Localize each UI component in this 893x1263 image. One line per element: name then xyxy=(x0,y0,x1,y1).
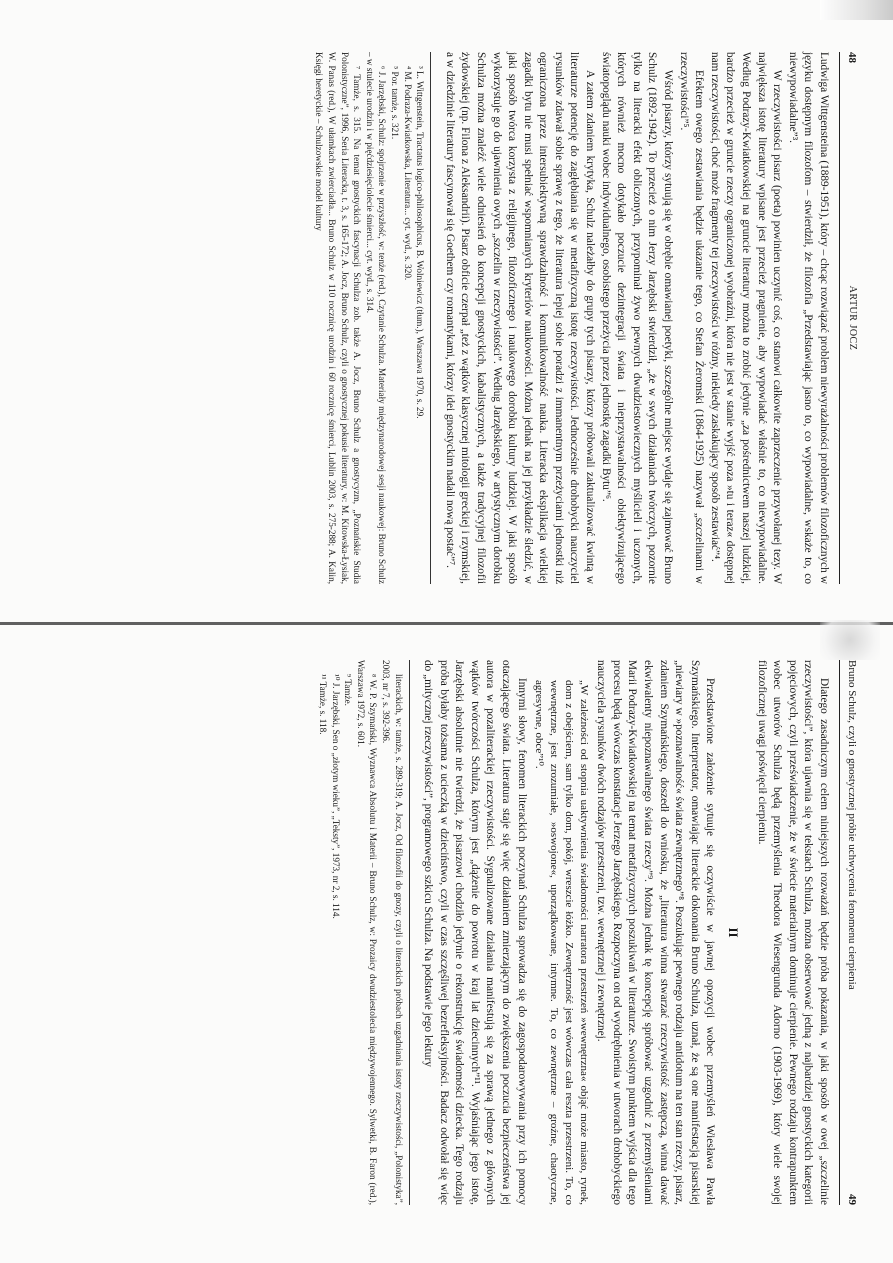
block-quote: „W zależności od stopnia uaktywnienia świadomości narratora przestrzeń »wewnętrzna« objąć może miasto, rynek, dom z obejściem, sam tylko dom, pokój, wreszcie łóżko. Zewnętrzność jest wówczas cała reszta przestrzeni. To, co wewnętrzne, jest zrozumiałe, »oswojone«, uporządkowane, intymne. To, co zewnętrzne – groźne, chaotyczne, agresywne, obce”¹⁰. xyxy=(532,680,590,1205)
page-48 xyxy=(146,52,862,584)
running-head: ARTUR JOCZ xyxy=(847,285,858,351)
footnote: ³ L. Wittgenstein, Tractatus logico-philosophicus, B. Wolniewicz (tłum.), Warszawa 1970, s. 29. xyxy=(415,66,426,419)
paragraph: Ludwiga Wittgensteina (1889-1951), który – chcąc rozwiązać problem niewyrażalności problemów filozoficznych w języku dostępnym filozofom – stwierdził, że filozofia „Przedstawiając jasno to, co wypowiadalne, wskaże to, co niewypowiadalne”³. xyxy=(786,52,830,584)
running-head: Bruno Schulz, czyli o gnostycznej próbie uchwycenia fenomenu cierpienia xyxy=(846,660,858,990)
body-text xyxy=(441,52,831,584)
footnote: ¹⁰ J. Jarzębski, Sen o „złotym wieku”, „Teksty”, 1973, nr 2, s. 114. xyxy=(330,674,341,919)
paragraph: Dlatego zasadniczym celem niniejszych rozważań będzie próba pokazania, w jaki sposób w owej „szczelinie rzeczywistości”, która ujawnia się w tekstach Schulza, można obserwować jedną z najbardziej gnostyckich kategorii pojęciowych, czyli przeświadczenie, że w świecie materialnym dominuje cierpienie. Pewnego rodzaju kontrapunktem wobec utworów Schulza będą przemyślenia Theodora Wiesengrunda Adorno (1903-1969), który wiele swojej filozoficznej uwagi poświęcił cierpieniu. xyxy=(755,660,830,1205)
paragraph: Wśród pisarzy, którzy sytuują się w obrębie omawianej poetyki, szczególne miejsce wydaje się zajmować Bruno Schulz (1892-1942). To przecież o nim Jerzy Jarzębski stwierdził, „że w swych działaniach twórczych, pozornie tylko na literacki efekt obliczonych, przypominał żywo pewnych dwudziestowiecznych myślicieli i uczonych, których również mocno dotykało poczucie dezintegracji świata i nieprzystawalności obiektywizującego światopoglądu nauki wobec indywidualnego, osobistego przeżycia przez jednostkę zagadki Bytu”⁶. xyxy=(599,52,675,584)
scan-edge-shadow xyxy=(820,0,893,20)
footnote: ⁸ W. P. Szymański, Wyznawca Absolutu i Materii – Bruno Schulz, w: Prozaicy dwudziestolecia międzywojennego. Sylwetki, B. Faron (red.), Warszawa 1972, s. 601. xyxy=(355,660,379,1205)
scan-smudge xyxy=(820,620,880,660)
footnote: ⁴ M. Podraza-Kwiatkowska, Literatura... cyt. wyd., s. 320. xyxy=(402,66,413,281)
page-number: 48 xyxy=(846,52,858,63)
footnote: ⁶ J. Jarzębski, Schulz: spojrzenie w przyszłość, w: tenże (red.), Czytanie Schulza. Materiały międzynarodowej sesji naukowej: Bruno Schulz – w stulecie urodzin i w pięćdziesięciolecie śmierci... cyt. wyd., s. 314. xyxy=(364,52,388,584)
page-gutter-divider xyxy=(0,622,893,625)
footnotes xyxy=(313,52,431,584)
body-text xyxy=(420,660,831,1205)
footnote: literackich, w: tamże, s. 289-319; A. Jocz, Od filozofii do gnozy, czyli o literackich próbach uzgadniania istoty rzeczywistości, „Polonistyka”, 2003, nr 7, s. 392-396. xyxy=(380,660,404,1205)
page-number: 49 xyxy=(846,1194,858,1205)
footnote: ⁷ Tamże, s. 315. Na temat gnostyckich fascynacji Schulza zob. także A. Jocz, Bruno Schulz a gnostycyzm, „Poznańskie Studia Polonistyczne”, 1996, Seria Literacka, t. 3, s. 165-172; A. Jocz, Bruno Schulz, czyli o gnostycznej pokusie literatury, w: M. Kitowska-Łysiak, W. Panas (red.), W ułamkach zwierciadła... Bruno Schulz w 110 rocznicę urodzin i 60 rocznicę śmierci, Lublin 2003, s. 275-288; A. Kalin, Księgi heretyckie – Schulzowskie model kultury xyxy=(314,52,363,584)
paragraph: A zatem zdaniem krytyka, Schulz należałby do grupy tych pisarzy, którzy próbowali zaktualizować kwintą w literaturze potencję do zagłębiania się w metafizyczną istotę rzeczywistości. Jednocześnie drohobycki nauczyciel rysunków zdawał sobie sprawę z tego, że literatura lepiej sobie poradzi z immanentnym przeżyciami jednostki niż ograniczona przez intersubiektywną sprawdzalność i komunikowalność nauka. Literacka eksplikacja wielkiej zagadki bytu nie musi spełniać wspomnianych kryteriów naukowości. Można jednak na jej przykładzie śledzić, w jaki sposób twórca korzysta z religijnego, filozoficznego i naukowego dorobku kultury ludzkiej. W jaki sposób wykorzystuje go do ujawnienia owych „szczelin w rzeczywistości”. Według Jarzębskiego, w artystycznym dorobku Schulza można znaleźć wiele odniesień do koncepcji gnostyckich, kabalistycznych, a także tradycyjnej filozofii żydowskiej (np. Filona z Aleksandrii). Pisarz obficie czerpał „też z wątków klasycznej mitologii greckiej i rzymskiej, a w dziedzinie literatury fascynował się Goethem czy romantykami, którzy idei gnostyckim nadali nową postać”⁷. xyxy=(443,52,597,584)
paragraph: Innymi słowy, fenomen literackich poczynań Schulza sprowadza się do zagospodarowywania przy ich pomocy otaczającego świata. Literatura staje się więc działaniem zmierzającym do zwiększenia poczucia bezpieczeństwa jej autora w pozaliterackiej rzeczywistości. Sygnalizowane działania manifestują się za sprawą jednego z głównych wątków twórczości Schulza, którym jest „dążenie do powrotu w kraj lat dziecinnych”¹¹. Wyjaśniając jego istotę, Jarzębski absolutnie nie twierdzi, że pisarzowi chodziło jedynie o rekonstrukcję świadomości dziecka. Tego rodzaju próba byłaby tożsama z ucieczką w dzieciństwo, czyli w czas szczęśliwej bezrefleksyjności. Badacz odwołał się więc do „mitycznej rzeczywistości”, programowego szkicu Schulza. Na podstawie jego lektury xyxy=(422,660,528,1205)
page-header xyxy=(839,660,862,1205)
footnote: ⁹ Tamże. xyxy=(343,674,354,706)
page-49 xyxy=(165,660,862,1205)
page-header xyxy=(839,52,862,584)
section-heading: II xyxy=(726,927,742,938)
paragraph: W rzeczywistości pisarz (poeta) powinien uczynić coś, co stanowi całkowite zaprzeczenie przywołanej tezy. W największa istotę literatury wpisane jest przecież pragnienie, aby wypowiadać właśnie to, co niewypowiadalne. Według Podrazy-Kwiatkowskiej na gruncie literatury można to zrobić jedynie „za pośrednictwem naszej ludzkiej, bardzo przecież w gruncie rzeczy ograniczonej wyobraźni, która nie jest w stanie wyjść poza »tu i teraz« dostępnej nam rzeczywistości, choć może fragmenty tej rzeczywistości w różny, niekiedy zaskakujący sposób zestawiać”⁴. xyxy=(708,52,784,584)
paragraph: Przedstawione założenie sytuuje się oczywiście w jawnej opozycji wobec przemyśleń Wiesława Pawła Szymańskiego. Interpretator, omawiając literackie dokonania Bruno Schulza, uznał, że są one manifestacją pisarskiej „niewiary w »poznawalność« świata zewnętrznego”⁸. Poszukując pewnego rodzaju antidotum na ten stan rzeczy, pisarz, zdaniem Szymańskiego, doszedł do wniosku, że „literatura winna stwarzać rzeczywistość zastępczą, winna dawać ekwiwalenty niepoznawalnego świata rzeczy”⁹. Można jednak tę koncepcję spróbować uzgodnić z przemyśleniami Marii Podrazy-Kwiatkowskiej na temat metafizycznych poszukiwań w literaturze. Swoistym punktem wyjścia dla tego procesu będą wówczas konstatacje Jerzego Jarzębskiego. Rozpoczyna on od wyodrębnienia w utworach drohobyckiego nauczyciela rysunków dwóch rodzajów przestrzeni, tzw. wewnętrznej i zewnętrznej. xyxy=(595,660,717,1205)
footnote: ⁵ Por. tamże, s. 321. xyxy=(389,66,400,140)
paragraph: Efektem owego zestawiania będzie ukazanie tego, co Stefan Żeromski (1864-1925) nazywał „szczelinami w rzeczywistości”⁵. xyxy=(677,52,706,584)
footnote: ¹¹ Tamże, s. 118. xyxy=(317,674,328,735)
footnotes xyxy=(316,660,409,1205)
